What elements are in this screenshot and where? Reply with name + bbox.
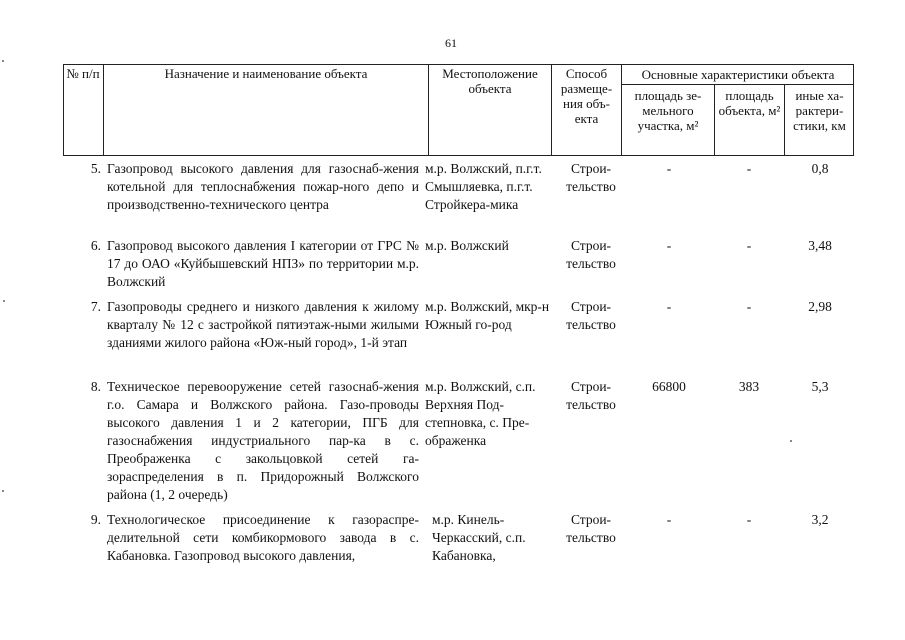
other-characteristics: 5,3 bbox=[811, 379, 829, 394]
subheader-divider bbox=[621, 84, 854, 85]
col-divider bbox=[551, 64, 552, 156]
row-number: 9. bbox=[90, 512, 101, 527]
header-characteristics: Основные характеристики объекта bbox=[641, 67, 835, 82]
land-area: - bbox=[666, 299, 672, 314]
placement-method: Строи-тельство bbox=[566, 238, 616, 271]
scan-artifact bbox=[2, 490, 4, 492]
object-area: 383 bbox=[738, 379, 760, 394]
row-number: 8. bbox=[90, 379, 101, 394]
row-number: 6. bbox=[90, 238, 101, 253]
object-location: м.р. Волжский, мкр-н Южный го-род bbox=[425, 299, 550, 332]
object-name: Газопровод высокого давления I категории от ГРС № 17 до ОАО «Куйбышевский НПЗ» по территории м.р. Волжский bbox=[107, 238, 419, 289]
page-number: 61 bbox=[445, 36, 457, 50]
object-area: - bbox=[746, 161, 752, 176]
header-num-text: № п/п bbox=[66, 66, 100, 81]
header-area-object: площадь объекта, м² bbox=[718, 88, 781, 118]
header-num bbox=[63, 66, 103, 81]
object-name: Технологическое присоединение к газораспре-делительной сети комбикормового завода в с. Кабановка. Газопровод высокого давления, bbox=[107, 512, 419, 563]
header-method: Способ размеще-ния объ-екта bbox=[560, 66, 613, 126]
row-number: 5. bbox=[90, 161, 101, 176]
object-name: Газопроводы среднего и низкого давления к жилому кварталу № 12 с застройкой пятиэтаж-ными жилыми зданиями жилого района «Юж-ный город», 1-й этап bbox=[107, 299, 419, 350]
header-area-land: площадь зе-мельного участка, м² bbox=[634, 88, 702, 133]
scan-artifact bbox=[790, 440, 792, 442]
scan-artifact bbox=[3, 300, 5, 302]
other-characteristics: 2,98 bbox=[808, 299, 832, 314]
placement-method: Строи-тельство bbox=[566, 299, 616, 332]
object-area: - bbox=[746, 299, 752, 314]
row-number: 7. bbox=[90, 299, 101, 314]
placement-method: Строи-тельство bbox=[566, 512, 616, 545]
header-name: Назначение и наименование объекта bbox=[164, 66, 368, 81]
land-area: 66800 bbox=[652, 379, 686, 394]
placement-method: Строи-тельство bbox=[566, 379, 616, 412]
land-area: - bbox=[666, 512, 672, 527]
col-divider bbox=[103, 64, 104, 156]
land-area: - bbox=[666, 161, 672, 176]
object-area: - bbox=[746, 238, 752, 253]
other-characteristics: 0,8 bbox=[811, 161, 829, 176]
placement-method: Строи-тельство bbox=[566, 161, 616, 194]
header-other: иные ха-рактери-стики, км bbox=[793, 88, 846, 133]
object-area: - bbox=[746, 512, 752, 527]
object-location: м.р. Волжский bbox=[425, 238, 509, 253]
other-characteristics: 3,48 bbox=[808, 238, 832, 253]
header-location: Местоположение объекта bbox=[442, 66, 538, 96]
object-location: м.р. Кинель-Черкасский, с.п. Кабановка, bbox=[432, 512, 526, 563]
object-name: Газопровод высокого давления для газоснаб-жения котельной для теплоснабжения пожар-ного депо и производственно-технического центра bbox=[107, 161, 419, 212]
col-divider bbox=[428, 64, 429, 156]
object-location: м.р. Волжский, с.п. Верхняя Под-степновка, с. Пре-ображенка bbox=[425, 379, 536, 448]
land-area: - bbox=[666, 238, 672, 253]
object-location: м.р. Волжский, п.г.т. Смышляевка, п.г.т. Стройкера-мика bbox=[425, 161, 542, 212]
col-divider bbox=[714, 84, 715, 156]
other-characteristics: 3,2 bbox=[811, 512, 829, 527]
scan-artifact bbox=[2, 60, 4, 62]
object-name: Техническое перевооружение сетей газоснаб-жения г.о. Самара и Волжского района. Газо-проводы высокого давления 1 и 2 категории, ПГБ для газоснабжения индустриального пар-ка в с. Преображенка с закольцовкой сетей га-зораспределения в п. Придорожный Волжского района (1, 2 очередь) bbox=[107, 379, 419, 502]
col-divider bbox=[784, 84, 785, 156]
